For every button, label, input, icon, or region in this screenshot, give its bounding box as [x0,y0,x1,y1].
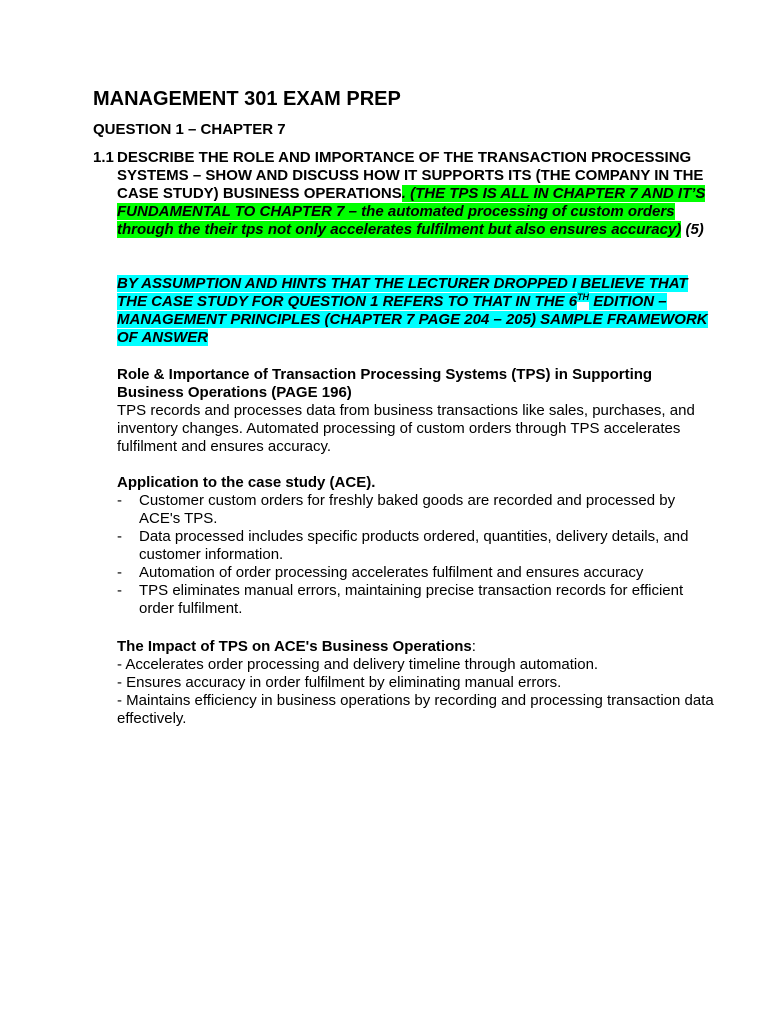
assumption-note-text: BY ASSUMPTION AND HINTS THAT THE LECTURER DROPPED I BELIEVE THAT THE CASE STUDY FOR QUESTION 1 REFERS TO THAT IN THE 6 [117,275,688,310]
impact-line: - Maintains efficiency in business operations by recording and processing transaction data effectively. [117,692,714,727]
section-impact-heading: The Impact of TPS on ACE's Business Operations [117,638,472,655]
section-application-heading: Application to the case study (ACE). [117,474,376,491]
section-application [117,474,717,618]
bullet-dash: - [117,582,122,599]
ordinal-superscript: TH [577,292,590,302]
bullet-dash: - [117,492,122,509]
section-impact [117,638,717,728]
impact-line: - Ensures accuracy in order fulfilment by eliminating manual errors. [117,674,562,691]
highlighted-note: . (THE TPS IS ALL IN CHAPTER 7 AND IT’S FUNDAMENTAL TO CHAPTER 7 – the automated processing of custom orders through the their tps not only accelerates fulfilment but also ensures accuracy) [117,185,706,238]
section-role-body: TPS records and processes data from business transactions like sales, purchases, and inventory changes. Automated processing of custom orders through TPS accelerates fulfilment and ensures accuracy. [117,402,695,455]
bullet-dash: - [117,528,122,545]
impact-line: - Accelerates order processing and delivery timeline through automation. [117,656,599,673]
section-role-heading: Role & Importance of Transaction Processing Systems (TPS) in Supporting Business Operations (PAGE 196) [117,366,653,401]
question-text: DESCRIBE THE ROLE AND IMPORTANCE OF THE TRANSACTION PROCESSING SYSTEMS – SHOW AND DISCUSS HOW IT SUPPORTS ITS (THE COMPANY IN THE CASE STUDY) BUSINESS OPERATIONS [117,149,704,202]
list-item [117,492,717,528]
section-impact-heading-line [117,638,717,656]
question-marks: (5) [681,221,704,238]
section-role [117,366,717,456]
list-item-text: TPS eliminates manual errors, maintaining precise transaction records for efficient order fulfilment. [139,582,684,617]
section-impact-heading-colon: : [471,638,476,655]
list-item-text: Customer custom orders for freshly baked goods are recorded and processed by ACE's TPS. [139,492,676,527]
list-item-text: Data processed includes specific products ordered, quantities, delivery details, and customer information. [139,528,689,563]
question-number: 1.1 [93,149,114,166]
bullet-dash: - [117,564,122,581]
list-item-text: Automation of order processing accelerates fulfilment and ensures accuracy [139,564,644,581]
question-text-block [117,149,717,239]
question-heading: QUESTION 1 – CHAPTER 7 [93,121,286,138]
application-bullet-list [117,492,717,618]
list-item [117,582,717,618]
page-title: MANAGEMENT 301 EXAM PREP [93,88,401,110]
assumption-note-text-end: EDITION – MANAGEMENT PRINCIPLES (CHAPTER 7 PAGE 204 – 205) SAMPLE FRAMEWORK OF ANSWER [117,293,708,346]
list-item [117,564,717,582]
assumption-note [117,275,717,347]
list-item [117,528,717,564]
